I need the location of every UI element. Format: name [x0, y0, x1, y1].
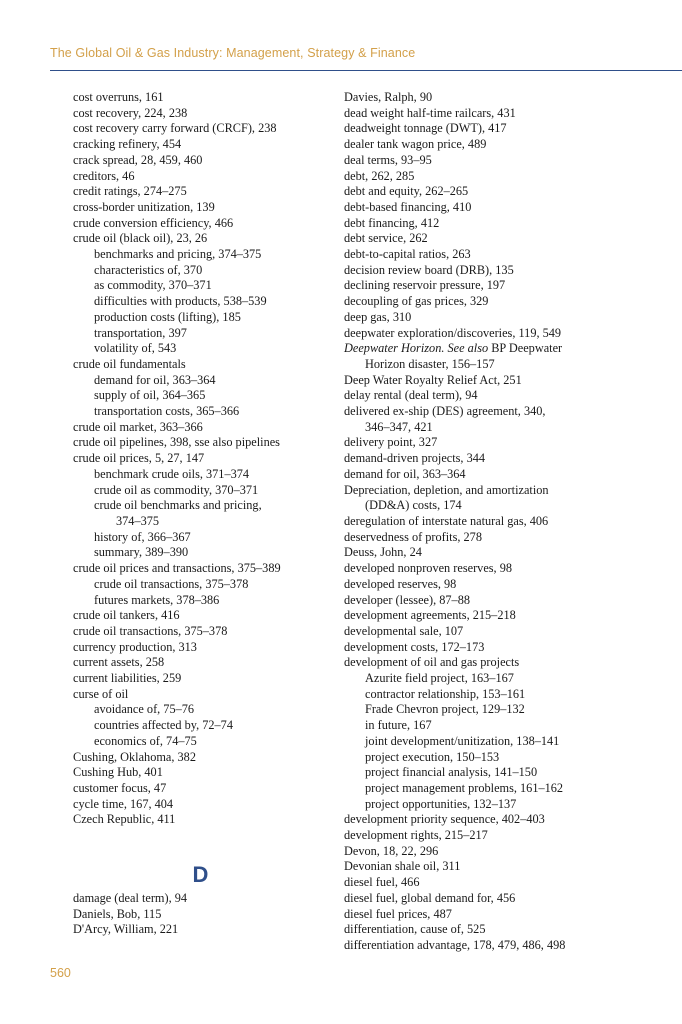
- index-entry-text: debt-to-capital ratios, 263: [344, 247, 471, 262]
- index-entry: [73, 608, 345, 624]
- index-entry-text: benchmarks and pricing, 374–375: [94, 247, 262, 262]
- index-entry-text: customer focus, 47: [73, 780, 167, 795]
- index-entry-text: declining reservoir pressure, 197: [344, 278, 506, 293]
- index-entry: [344, 922, 644, 938]
- index-entry-text: history of, 366–367: [94, 529, 191, 544]
- index-entry-text: delay rental (deal term), 94: [344, 388, 478, 403]
- index-entry-text: current liabilities, 259: [73, 671, 182, 686]
- index-entry-text: demand for oil, 363–364: [94, 372, 216, 387]
- index-entry-text: crack spread, 28, 459, 460: [73, 152, 203, 167]
- index-entry-text: developer (lessee), 87–88: [344, 592, 470, 607]
- index-subentry: [344, 702, 644, 718]
- index-entry-text: development rights, 215–217: [344, 828, 488, 843]
- index-subentry: [344, 420, 644, 436]
- index-entry: [344, 435, 644, 451]
- index-entry-text: economics of, 74–75: [94, 733, 197, 748]
- index-entry-text: crude conversion efficiency, 466: [73, 215, 234, 230]
- index-entry: [73, 357, 345, 373]
- index-entry-text: project financial analysis, 141–150: [365, 765, 538, 780]
- index-entry-text: diesel fuel prices, 487: [344, 906, 452, 921]
- index-entry-italic: Deepwater Horizon. See also: [344, 341, 489, 356]
- index-entry-text: current assets, 258: [73, 655, 165, 670]
- index-entry-text: deregulation of interstate natural gas, 406: [344, 513, 549, 528]
- index-entry-text: delivered ex-ship (DES) agreement, 340,: [344, 404, 546, 419]
- index-entry-text: deepwater exploration/discoveries, 119, 549: [344, 325, 562, 340]
- index-entry-text: Cushing Hub, 401: [73, 765, 163, 780]
- index-entry: [73, 687, 345, 703]
- index-entry: [73, 153, 345, 169]
- index-entry-text: developmental sale, 107: [344, 623, 464, 638]
- index-entry: [73, 891, 345, 907]
- index-entry: [73, 671, 345, 687]
- index-entry-text: crude oil market, 363–366: [73, 419, 203, 434]
- index-entry: [344, 247, 644, 263]
- index-entry: [344, 388, 644, 404]
- index-entry-text: debt, 262, 285: [344, 168, 415, 183]
- index-entry-text: project execution, 150–153: [365, 749, 500, 764]
- index-entry-text: Frade Chevron project, 129–132: [365, 702, 525, 717]
- index-entry: [344, 310, 644, 326]
- index-entry-text: deep gas, 310: [344, 309, 412, 324]
- index-subentry: [73, 483, 345, 499]
- index-entry: [344, 216, 644, 232]
- index-entry-text: transportation, 397: [94, 325, 187, 340]
- index-entry-text: countries affected by, 72–74: [94, 718, 233, 733]
- index-subentry: [73, 530, 345, 546]
- index-entry: [344, 278, 644, 294]
- index-subentry: [73, 718, 345, 734]
- index-entry-text: deal terms, 93–95: [344, 152, 432, 167]
- index-entry: [73, 435, 345, 451]
- index-entry-text: developed reserves, 98: [344, 576, 457, 591]
- index-entry-text: differentiation, cause of, 525: [344, 922, 486, 937]
- index-entry-text: dealer tank wagon price, 489: [344, 137, 487, 152]
- index-subentry: [344, 765, 644, 781]
- index-entry-text: Devon, 18, 22, 296: [344, 843, 439, 858]
- index-entry: [344, 545, 644, 561]
- index-entry: [344, 828, 644, 844]
- index-entry: [73, 169, 345, 185]
- index-entry: [344, 577, 644, 593]
- index-entry-text: Deuss, John, 24: [344, 545, 422, 560]
- index-entry: [344, 90, 644, 106]
- index-entry: [73, 200, 345, 216]
- index-entry-text: crude oil transactions, 375–378: [94, 576, 249, 591]
- index-entry-text: 374–375: [116, 513, 160, 528]
- index-subentry: [73, 467, 345, 483]
- index-entry-text: characteristics of, 370: [94, 262, 203, 277]
- index-subentry: [73, 294, 345, 310]
- index-entry-text: as commodity, 370–371: [94, 278, 212, 293]
- index-entry-text: benchmark crude oils, 371–374: [94, 466, 250, 481]
- index-entry-text: (DD&A) costs, 174: [365, 498, 462, 513]
- index-entry: [344, 341, 644, 357]
- index-entry-text: differentiation advantage, 178, 479, 486, 498: [344, 937, 566, 952]
- index-entry-text: 346–347, 421: [365, 419, 433, 434]
- index-entry-text: Devonian shale oil, 311: [344, 859, 461, 874]
- index-entry: [73, 812, 345, 828]
- index-entry-text: cost overruns, 161: [73, 90, 164, 104]
- index-entry-text: debt service, 262: [344, 231, 428, 246]
- index-entry: [73, 907, 345, 923]
- index-entry: [73, 121, 345, 137]
- index-entry: [344, 153, 644, 169]
- index-subentry: [344, 797, 644, 813]
- index-entry: [344, 907, 644, 923]
- index-entry: [73, 640, 345, 656]
- index-entry: [73, 781, 345, 797]
- index-entry-text: crude oil tankers, 416: [73, 608, 180, 623]
- index-entry: [73, 90, 345, 106]
- index-entry: [344, 451, 644, 467]
- index-entry: [73, 106, 345, 122]
- index-entry: [344, 812, 644, 828]
- index-entry: [344, 200, 644, 216]
- index-entry-text: contractor relationship, 153–161: [365, 686, 526, 701]
- index-entry-text: supply of oil, 364–365: [94, 388, 206, 403]
- index-entry-text: development costs, 172–173: [344, 639, 485, 654]
- index-entry-text: volatility of, 543: [94, 341, 177, 356]
- index-entry: [344, 844, 644, 860]
- index-entry: [344, 593, 644, 609]
- index-subentry: [73, 498, 345, 514]
- index-entry: [344, 326, 644, 342]
- index-subentry: [73, 247, 345, 263]
- index-subentry: [73, 734, 345, 750]
- index-subentry: [73, 263, 345, 279]
- index-entry: [344, 640, 644, 656]
- index-entry-text: decision review board (DRB), 135: [344, 262, 514, 277]
- index-entry: [344, 483, 644, 499]
- index-subentry: [344, 734, 644, 750]
- index-entry-text: Azurite field project, 163–167: [365, 671, 514, 686]
- index-entry: [344, 184, 644, 200]
- index-subentry: [344, 671, 644, 687]
- index-entry-text: cracking refinery, 454: [73, 137, 182, 152]
- index-entry-text: Deep Water Royalty Relief Act, 251: [344, 372, 522, 387]
- index-subentry: [73, 593, 345, 609]
- index-entry: [344, 294, 644, 310]
- index-subentry: [73, 310, 345, 326]
- index-entry-text: deservedness of profits, 278: [344, 529, 482, 544]
- index-entry: [344, 106, 644, 122]
- index-entry-text: creditors, 46: [73, 168, 135, 183]
- index-entry-text: cycle time, 167, 404: [73, 796, 174, 811]
- index-entry-text: deadweight tonnage (DWT), 417: [344, 121, 507, 136]
- index-entry-text: joint development/unitization, 138–141: [365, 733, 560, 748]
- index-entry-text: Czech Republic, 411: [73, 812, 176, 827]
- index-entry: [344, 859, 644, 875]
- index-entry-text: Davies, Ralph, 90: [344, 90, 433, 104]
- index-entry-text: crude oil prices, 5, 27, 147: [73, 451, 205, 466]
- index-entry-text: project opportunities, 132–137: [365, 796, 517, 811]
- index-entry-text: crude oil pipelines, 398, sse also pipelines: [73, 435, 280, 450]
- index-entry: [344, 561, 644, 577]
- index-subentry: [73, 388, 345, 404]
- index-entry-text: development of oil and gas projects: [344, 655, 520, 670]
- index-entry: [344, 121, 644, 137]
- index-entry-text: dead weight half-time railcars, 431: [344, 105, 516, 120]
- index-subentry: [73, 514, 345, 530]
- index-subentry: [73, 545, 345, 561]
- index-entry-text: demand-driven projects, 344: [344, 451, 486, 466]
- index-entry: [73, 216, 345, 232]
- index-entry-text: curse of oil: [73, 686, 129, 701]
- index-column-left: [73, 90, 345, 938]
- index-entry-text: credit ratings, 274–275: [73, 184, 187, 199]
- index-entry: [73, 750, 345, 766]
- index-entry: [344, 263, 644, 279]
- index-entry-text: cross-border unitization, 139: [73, 199, 215, 214]
- index-entry: [73, 765, 345, 781]
- index-entry: [73, 624, 345, 640]
- index-subentry: [73, 577, 345, 593]
- index-entry: [344, 467, 644, 483]
- index-subentry: [344, 750, 644, 766]
- index-entry-text: futures markets, 378–386: [94, 592, 220, 607]
- index-entry-text: crude oil prices and transactions, 375–389: [73, 561, 281, 576]
- index-entry-text: project management problems, 161–162: [365, 780, 564, 795]
- index-entry-text: crude oil benchmarks and pricing,: [94, 498, 262, 513]
- index-entry: [73, 137, 345, 153]
- index-entries-c: [73, 90, 345, 828]
- index-entry-text: debt-based financing, 410: [344, 199, 472, 214]
- index-entry-text: delivery point, 327: [344, 435, 438, 450]
- index-entry-text: difficulties with products, 538–539: [94, 294, 267, 309]
- index-entry: [344, 938, 644, 954]
- index-entry-text: currency production, 313: [73, 639, 197, 654]
- index-entry-text: Depreciation, depletion, and amortization: [344, 482, 549, 497]
- index-entry-text: diesel fuel, global demand for, 456: [344, 890, 516, 905]
- index-entry-text: crude oil fundamentals: [73, 356, 186, 371]
- index-entry-text: crude oil as commodity, 370–371: [94, 482, 259, 497]
- index-entry: [73, 451, 345, 467]
- index-entry: [344, 514, 644, 530]
- index-entry: [344, 530, 644, 546]
- index-subentry: [73, 326, 345, 342]
- index-entry: [344, 373, 644, 389]
- index-subentry: [344, 718, 644, 734]
- index-subentry: [73, 341, 345, 357]
- index-entry-text: transportation costs, 365–366: [94, 404, 240, 419]
- index-entry: [344, 404, 644, 420]
- index-entries-right: [344, 90, 644, 954]
- index-entry-text: production costs (lifting), 185: [94, 309, 241, 324]
- index-entry: [344, 875, 644, 891]
- index-entry-text: debt financing, 412: [344, 215, 440, 230]
- index-entry-text: development agreements, 215–218: [344, 608, 516, 623]
- index-entry-text: diesel fuel, 466: [344, 875, 420, 890]
- running-head: The Global Oil & Gas Industry: Management, Strategy & Finance: [50, 46, 416, 60]
- index-subentry: [73, 702, 345, 718]
- index-subentry: [344, 687, 644, 703]
- index-entry-text: demand for oil, 363–364: [344, 466, 466, 481]
- index-subentry: [73, 278, 345, 294]
- index-subentry: [73, 404, 345, 420]
- index-entry-text: damage (deal term), 94: [73, 891, 188, 906]
- index-entry: [73, 231, 345, 247]
- index-entry-text: cost recovery, 224, 238: [73, 105, 188, 120]
- index-entry-text: BP Deepwater: [488, 341, 563, 356]
- index-entries-d: [73, 891, 345, 938]
- index-entry-text: cost recovery carry forward (CRCF), 238: [73, 121, 277, 136]
- index-entry-text: in future, 167: [365, 718, 432, 733]
- index-subentry: [344, 781, 644, 797]
- index-entry: [73, 655, 345, 671]
- index-entry: [344, 608, 644, 624]
- index-entry-text: decoupling of gas prices, 329: [344, 294, 489, 309]
- section-letter: D: [192, 862, 209, 888]
- index-entry-text: Horizon disaster, 156–157: [365, 356, 495, 371]
- index-subentry: [73, 373, 345, 389]
- index-entry-text: development priority sequence, 402–403: [344, 812, 545, 827]
- index-entry-text: debt and equity, 262–265: [344, 184, 469, 199]
- index-subentry: [344, 357, 644, 373]
- index-entry: [73, 184, 345, 200]
- index-column-right: [344, 90, 644, 954]
- index-entry: [344, 891, 644, 907]
- index-subentry: [344, 498, 644, 514]
- index-entry: [73, 922, 345, 938]
- index-entry-text: D'Arcy, William, 221: [73, 922, 179, 937]
- index-entry: [344, 137, 644, 153]
- index-entry-text: Cushing, Oklahoma, 382: [73, 749, 196, 764]
- index-entry-text: developed nonproven reserves, 98: [344, 561, 513, 576]
- index-entry-text: avoidance of, 75–76: [94, 702, 195, 717]
- index-entry: [73, 420, 345, 436]
- index-entry-text: summary, 389–390: [94, 545, 189, 560]
- header-rule: [50, 70, 682, 71]
- index-entry-text: Daniels, Bob, 115: [73, 906, 162, 921]
- index-entry: [73, 561, 345, 577]
- index-entry: [344, 169, 644, 185]
- index-entry-text: crude oil (black oil), 23, 26: [73, 231, 208, 246]
- index-entry: [344, 655, 644, 671]
- index-entry: [73, 797, 345, 813]
- index-entry: [344, 231, 644, 247]
- index-entry: [344, 624, 644, 640]
- index-entry-text: crude oil transactions, 375–378: [73, 623, 228, 638]
- page-number: 560: [50, 966, 71, 980]
